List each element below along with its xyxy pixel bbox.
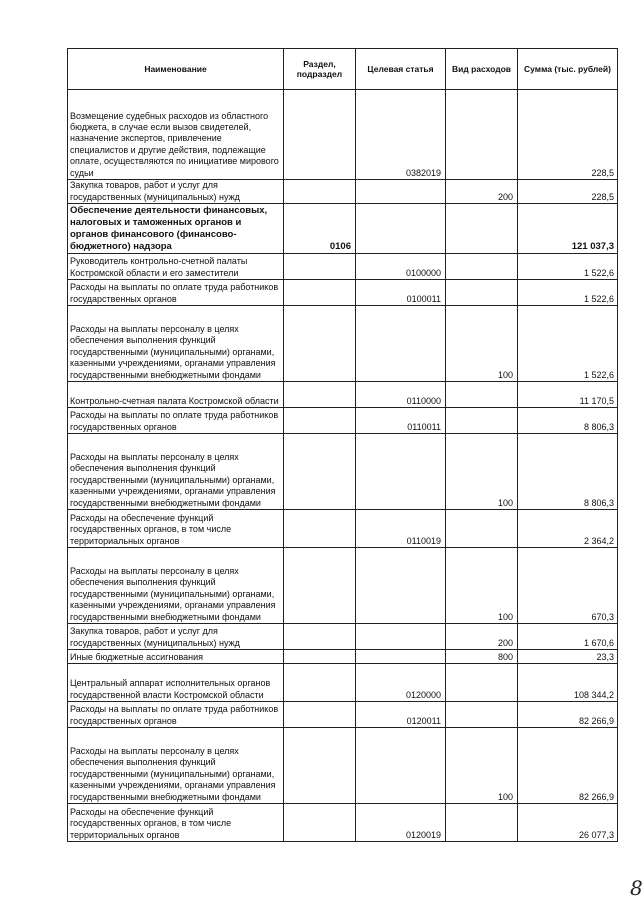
- table-row: [68, 280, 618, 306]
- cell-expense-type: 800: [446, 650, 518, 664]
- cell-section: [284, 90, 356, 180]
- cell-article: [356, 180, 446, 204]
- cell-sum: 1 670,6: [518, 624, 618, 650]
- header-name: Наименование: [68, 49, 284, 90]
- cell-sum: 11 170,5: [518, 382, 618, 408]
- cell-section: [284, 548, 356, 624]
- header-article: Целевая статья: [356, 49, 446, 90]
- table-row: [68, 382, 618, 408]
- table-row: [68, 650, 618, 664]
- cell-expense-type: 200: [446, 624, 518, 650]
- cell-sum: 228,5: [518, 90, 618, 180]
- cell-article: [356, 306, 446, 382]
- page-number-mark: 8: [630, 876, 643, 900]
- cell-expense-type: [446, 408, 518, 434]
- cell-name: Расходы на выплаты по оплате труда работников государственных органов: [68, 280, 284, 306]
- cell-article: 0120011: [356, 702, 446, 728]
- cell-article: 0120000: [356, 664, 446, 702]
- cell-expense-type: 100: [446, 548, 518, 624]
- cell-sum: 8 806,3: [518, 434, 618, 510]
- cell-sum: 82 266,9: [518, 728, 618, 804]
- cell-section: [284, 804, 356, 842]
- table-row: [68, 728, 618, 804]
- budget-table: [67, 48, 618, 842]
- cell-article: [356, 728, 446, 804]
- cell-section: [284, 306, 356, 382]
- cell-sum: 121 037,3: [518, 204, 618, 254]
- cell-section: [284, 408, 356, 434]
- cell-section: [284, 434, 356, 510]
- cell-section: 0106: [284, 204, 356, 254]
- cell-sum: 670,3: [518, 548, 618, 624]
- table-row: [68, 434, 618, 510]
- cell-sum: 1 522,6: [518, 306, 618, 382]
- cell-name: Расходы на выплаты персоналу в целях обеспечения выполнения функций государственными (муниципальными) органами, казенными учреждениями, органами управления государственными внебюджетными фондами: [68, 434, 284, 510]
- cell-sum: 1 522,6: [518, 280, 618, 306]
- cell-sum: 228,5: [518, 180, 618, 204]
- cell-name: Закупка товаров, работ и услуг для государственных (муниципальных) нужд: [68, 624, 284, 650]
- table-row: [68, 306, 618, 382]
- cell-section: [284, 664, 356, 702]
- cell-name: Расходы на выплаты по оплате труда работников государственных органов: [68, 702, 284, 728]
- header-sum: Сумма (тыс. рублей): [518, 49, 618, 90]
- cell-name: Закупка товаров, работ и услуг для государственных (муниципальных) нужд: [68, 180, 284, 204]
- cell-section: [284, 254, 356, 280]
- cell-name: Контрольно-счетная палата Костромской области: [68, 382, 284, 408]
- cell-expense-type: 100: [446, 728, 518, 804]
- cell-expense-type: [446, 254, 518, 280]
- table-body: [68, 90, 618, 842]
- cell-article: 0110011: [356, 408, 446, 434]
- cell-expense-type: [446, 382, 518, 408]
- header-section: Раздел, подраздел: [284, 49, 356, 90]
- table-row: [68, 548, 618, 624]
- cell-name: Центральный аппарат исполнительных органов государственной власти Костромской области: [68, 664, 284, 702]
- cell-section: [284, 624, 356, 650]
- table-row: [68, 624, 618, 650]
- cell-article: 0110000: [356, 382, 446, 408]
- cell-sum: 26 077,3: [518, 804, 618, 842]
- cell-section: [284, 728, 356, 804]
- cell-name: Руководитель контрольно-счетной палаты Костромской области и его заместители: [68, 254, 284, 280]
- cell-name: Расходы на обеспечение функций государственных органов, в том числе территориальных органов: [68, 510, 284, 548]
- cell-expense-type: 100: [446, 306, 518, 382]
- cell-expense-type: 200: [446, 180, 518, 204]
- cell-article: 0110019: [356, 510, 446, 548]
- cell-expense-type: [446, 204, 518, 254]
- header-expense-type: Вид расходов: [446, 49, 518, 90]
- table-row: [68, 204, 618, 254]
- cell-name: Расходы на обеспечение функций государственных органов, в том числе территориальных органов: [68, 804, 284, 842]
- cell-sum: 23,3: [518, 650, 618, 664]
- table-row: [68, 90, 618, 180]
- cell-expense-type: [446, 664, 518, 702]
- table-row: [68, 664, 618, 702]
- cell-section: [284, 702, 356, 728]
- cell-expense-type: [446, 804, 518, 842]
- cell-expense-type: [446, 510, 518, 548]
- cell-expense-type: 100: [446, 434, 518, 510]
- cell-name: Возмещение судебных расходов из областного бюджета, в случае если вызов свидетелей, назначение экспертов, привлечение специалистов и другие действия, подлежащие оплате, осуществляются по инициативе мирового судьи: [68, 90, 284, 180]
- cell-section: [284, 382, 356, 408]
- cell-name: Иные бюджетные ассигнования: [68, 650, 284, 664]
- table-row: [68, 510, 618, 548]
- cell-sum: 2 364,2: [518, 510, 618, 548]
- cell-article: 0100000: [356, 254, 446, 280]
- cell-article: [356, 548, 446, 624]
- cell-sum: 8 806,3: [518, 408, 618, 434]
- table-row: [68, 804, 618, 842]
- cell-section: [284, 510, 356, 548]
- cell-sum: 108 344,2: [518, 664, 618, 702]
- table-row: [68, 408, 618, 434]
- table-row: [68, 254, 618, 280]
- cell-name: Расходы на выплаты персоналу в целях обеспечения выполнения функций государственными (муниципальными) органами, казенными учреждениями, органами управления государственными внебюджетными фондами: [68, 548, 284, 624]
- cell-sum: 82 266,9: [518, 702, 618, 728]
- cell-expense-type: [446, 702, 518, 728]
- cell-name: Расходы на выплаты персоналу в целях обеспечения выполнения функций государственными (муниципальными) органами, казенными учреждениями, органами управления государственными внебюджетными фондами: [68, 306, 284, 382]
- cell-section: [284, 180, 356, 204]
- cell-section: [284, 280, 356, 306]
- cell-name: Расходы на выплаты по оплате труда работников государственных органов: [68, 408, 284, 434]
- cell-article: 0120019: [356, 804, 446, 842]
- table-row: [68, 702, 618, 728]
- cell-article: [356, 434, 446, 510]
- budget-table-container: [67, 48, 617, 842]
- table-header-row: [68, 49, 618, 90]
- cell-expense-type: [446, 90, 518, 180]
- cell-name: Расходы на выплаты персоналу в целях обеспечения выполнения функций государственными (муниципальными) органами, казенными учреждениями, органами управления государственными внебюджетными фондами: [68, 728, 284, 804]
- cell-article: [356, 650, 446, 664]
- cell-article: 0382019: [356, 90, 446, 180]
- cell-article: [356, 204, 446, 254]
- cell-article: 0100011: [356, 280, 446, 306]
- table-row: [68, 180, 618, 204]
- cell-expense-type: [446, 280, 518, 306]
- cell-section: [284, 650, 356, 664]
- cell-article: [356, 624, 446, 650]
- cell-name: Обеспечение деятельности финансовых, налоговых и таможенных органов и органов финансового (финансово-бюджетного) надзора: [68, 204, 284, 254]
- cell-sum: 1 522,6: [518, 254, 618, 280]
